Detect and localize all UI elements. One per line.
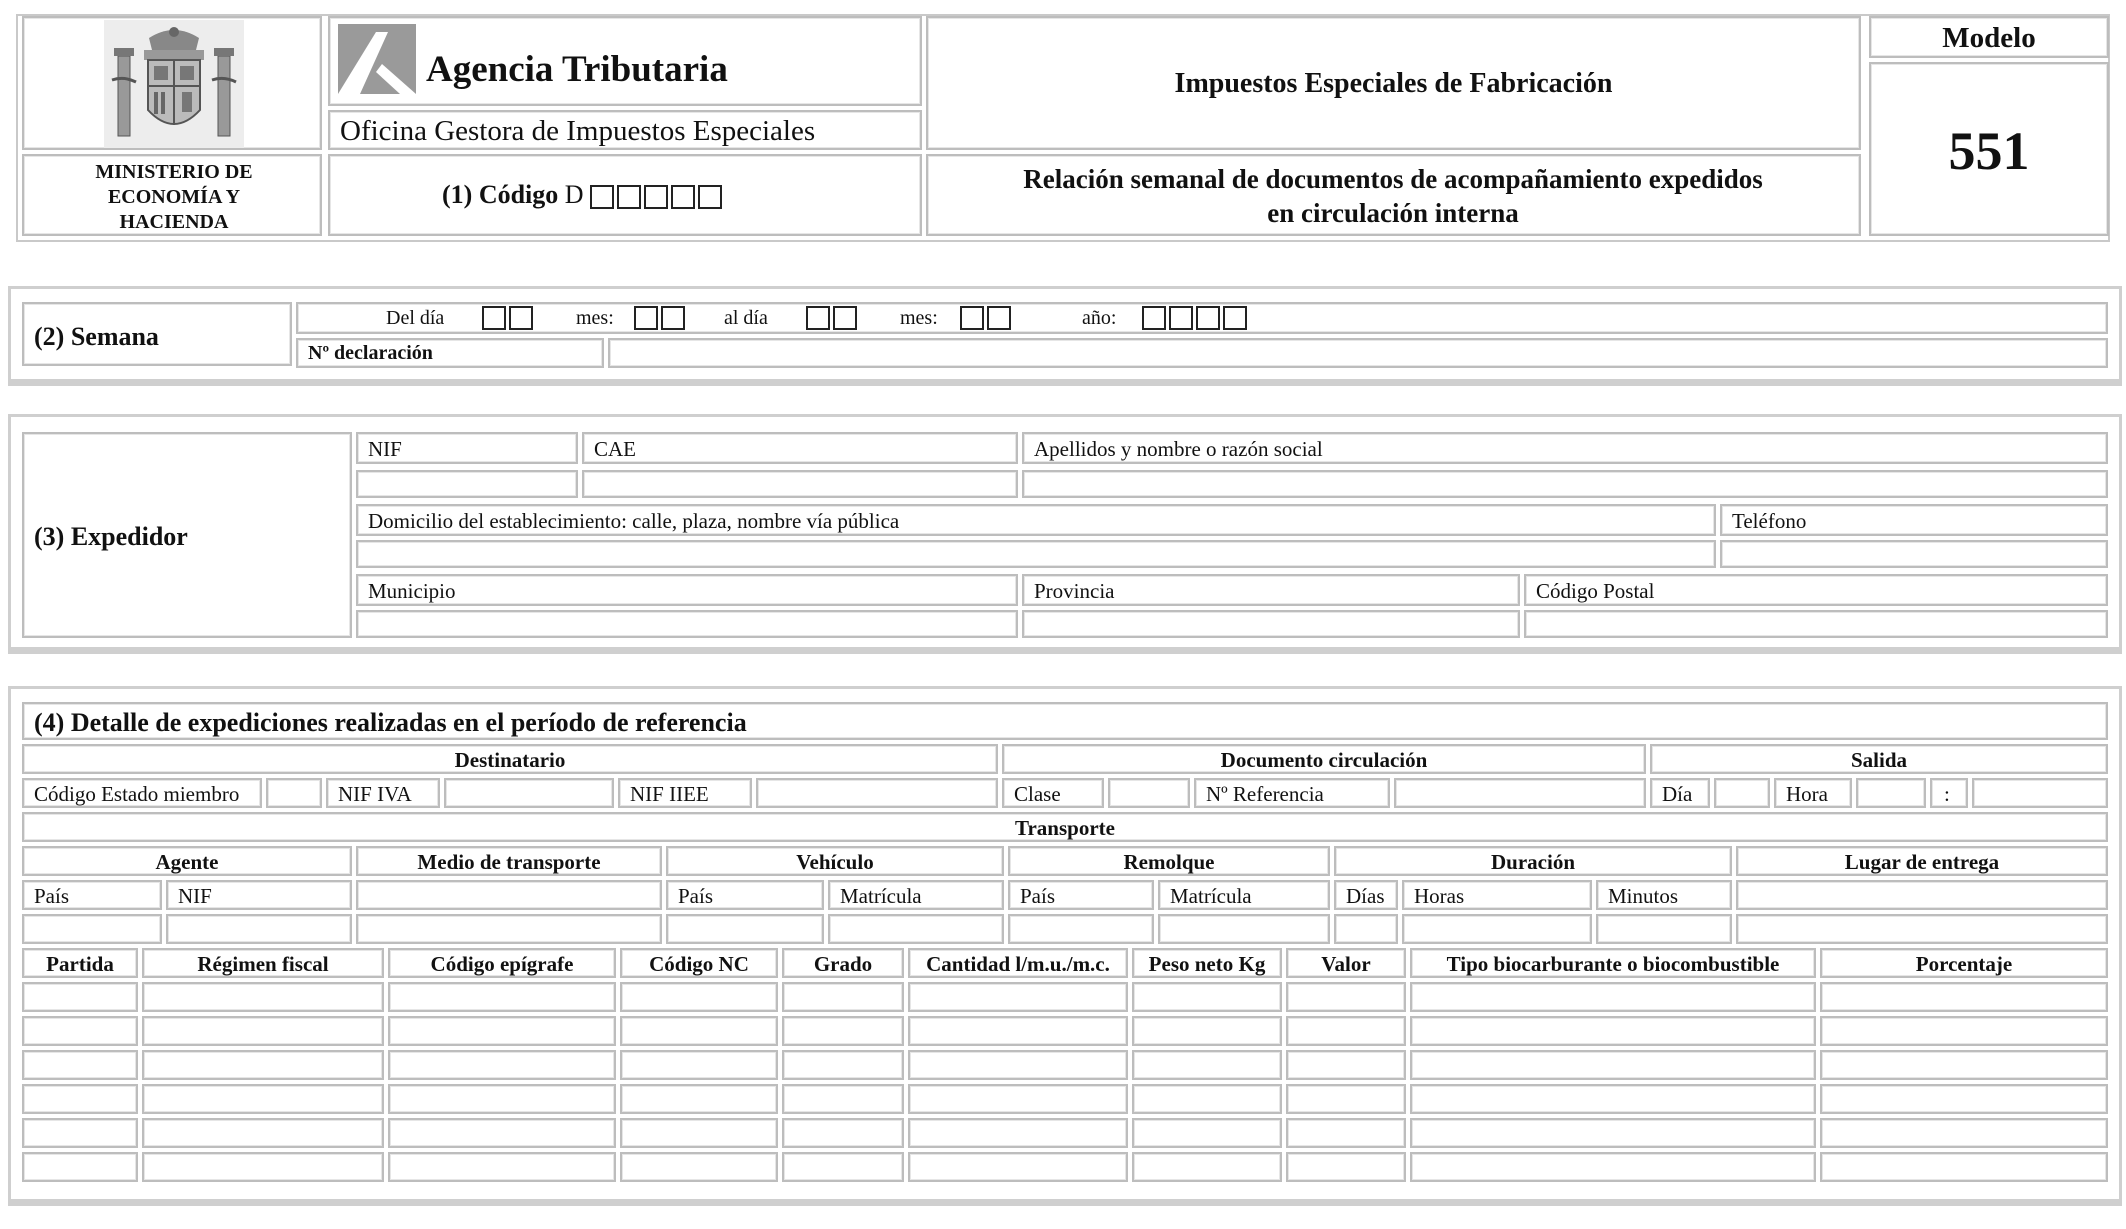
lugar-input[interactable] [1736,914,2108,944]
column-header-peso-neto-kg [1132,948,1282,978]
expedidor-title: (3) Expedidor [34,522,188,551]
table-cell-valor[interactable] [1286,1152,1406,1182]
table-cell-grado[interactable] [782,1118,904,1148]
column-header-grado [782,948,904,978]
lugar-label: Lugar de entrega [1844,850,2000,874]
agente-pais-label: País [34,884,70,908]
table-cell-tipo-biocarburante-o-biocombustible[interactable] [1410,1118,1816,1148]
salida-label: Salida [1850,748,1908,772]
horas-input[interactable] [1402,914,1592,944]
agente-nif-label-box [166,880,352,910]
nif-label: NIF [368,437,402,461]
table-cell-regimen-fiscal[interactable] [142,1118,384,1148]
table-cell-cantidad-l-m-u-m-c[interactable] [908,1050,1128,1080]
destinatario-header [22,744,998,774]
n-declaracion-input[interactable] [608,338,2108,368]
codigo-digit-box[interactable] [698,185,722,209]
colon-label: : [1944,782,1950,806]
table-cell-partida[interactable] [22,1152,138,1182]
transporte-label: Transporte [1015,816,1115,840]
modelo-number: 551 [1948,121,2030,181]
table-cell-cantidad-l-m-u-m-c[interactable] [908,1084,1128,1114]
table-cell-regimen-fiscal[interactable] [142,1084,384,1114]
semana-dates-row [296,302,2108,334]
table-cell-regimen-fiscal[interactable] [142,1016,384,1046]
table-cell-porcentaje[interactable] [1820,982,2108,1012]
horas-label-box [1402,880,1592,910]
table-cell-partida[interactable] [22,1084,138,1114]
nif-iiee-label: NIF IIEE [630,782,709,806]
detalle-title-box [22,702,2108,740]
table-cell-grado[interactable] [782,1016,904,1046]
transporte-header [22,812,2108,842]
remolque-pais-input[interactable] [1008,914,1154,944]
form-title: Relación semanal de documentos de acompañamiento expedidos en circulación interna [1023,164,1763,228]
table-cell-codigo-nc[interactable] [620,1118,778,1148]
dia-label-box [1650,778,1710,808]
provincia-label-box [1022,574,1520,606]
column-header-codigo-nc [620,948,778,978]
municipio-label-box [356,574,1018,606]
modelo-label: Modelo [1942,22,2036,54]
column-header-partida [22,948,138,978]
table-cell-peso-neto-kg[interactable] [1132,982,1282,1012]
table-cell-valor[interactable] [1286,1118,1406,1148]
column-header-label: Código NC [649,952,749,976]
anio-label: año: [1082,307,1117,329]
documento-header [1002,744,1646,774]
office-box [328,110,922,150]
vehiculo-matricula-label-box [828,880,1004,910]
nif-label-box [356,432,578,464]
semana-title-box [22,302,292,366]
minutos-label-box [1596,880,1732,910]
codigo-estado-label-box [22,778,262,808]
vehiculo-pais-label-box [666,880,824,910]
column-header-label: Cantidad l/m.u./m.c. [926,952,1110,976]
medio-label: Medio de transporte [417,850,601,874]
hora-label-box [1774,778,1852,808]
vehiculo-matricula-input[interactable] [828,914,1004,944]
nif-iva-label-box [326,778,440,808]
mes2-input[interactable] [960,306,1014,330]
agente-header [22,846,352,876]
agency-box [328,16,922,106]
cae-label: CAE [594,437,636,461]
table-cell-regimen-fiscal[interactable] [142,1050,384,1080]
column-header-label: Valor [1321,952,1371,976]
table-cell-tipo-biocarburante-o-biocombustible[interactable] [1410,1050,1816,1080]
table-cell-valor[interactable] [1286,982,1406,1012]
vehiculo-pais-input[interactable] [666,914,824,944]
vehiculo-label: Vehículo [796,850,874,874]
table-cell-porcentaje[interactable] [1820,1050,2108,1080]
municipio-label: Municipio [368,579,456,603]
del-dia-label: Del día [386,307,445,329]
agente-pais-input[interactable] [22,914,162,944]
column-header-cantidad-l-m-u-m-c [908,948,1128,978]
dias-label-box [1334,880,1398,910]
expedidor-title-box [22,432,352,638]
duracion-label: Duración [1491,850,1575,874]
agencia-tributaria-logo-icon [338,24,416,94]
mes1-label: mes: [576,307,614,329]
table-cell-valor[interactable] [1286,1084,1406,1114]
hora-input[interactable] [1856,778,1926,808]
column-header-porcentaje [1820,948,2108,978]
dias-input[interactable] [1334,914,1398,944]
dia-label: Día [1662,782,1693,806]
table-cell-valor[interactable] [1286,1016,1406,1046]
column-header-codigo-epigrafe [388,948,616,978]
dias-label: Días [1346,884,1385,908]
del-dia-input[interactable] [482,306,536,330]
telefono-label-box [1720,504,2108,536]
table-cell-peso-neto-kg[interactable] [1132,1050,1282,1080]
column-header-label: Régimen fiscal [197,952,329,976]
table-cell-regimen-fiscal[interactable] [142,1152,384,1182]
codigo-estado-input[interactable] [266,778,322,808]
salida-header [1650,744,2108,774]
vehiculo-header [666,846,1004,876]
clase-label-box [1002,778,1104,808]
remolque-header [1008,846,1330,876]
agente-nif-input[interactable] [166,914,352,944]
agency-name: Agencia Tributaria [426,49,728,90]
n-declaracion-label: Nº declaración [308,342,433,364]
medio-input[interactable] [356,914,662,944]
semana-section [8,286,2122,386]
nif-iva-input[interactable] [444,778,614,808]
table-cell-codigo-epigrafe[interactable] [388,1152,616,1182]
table-cell-partida[interactable] [22,1016,138,1046]
table-cell-cantidad-l-m-u-m-c[interactable] [908,1152,1128,1182]
nif-iva-label: NIF IVA [338,782,412,806]
n-referencia-input[interactable] [1394,778,1646,808]
table-cell-codigo-epigrafe[interactable] [388,1016,616,1046]
semana-title: (2) Semana [34,322,159,351]
table-cell-cantidad-l-m-u-m-c[interactable] [908,982,1128,1012]
nombre-label-box [1022,432,2108,464]
table-cell-partida[interactable] [22,1050,138,1080]
n-declaracion-label-box [296,338,604,368]
colon-box [1930,778,1968,808]
codigo-postal-label: Código Postal [1536,579,1655,603]
table-cell-grado[interactable] [782,1084,904,1114]
nif-input[interactable] [356,470,578,498]
table-cell-tipo-biocarburante-o-biocombustible[interactable] [1410,982,1816,1012]
table-cell-partida[interactable] [22,982,138,1012]
table-cell-partida[interactable] [22,1118,138,1148]
table-cell-codigo-epigrafe[interactable] [388,1118,616,1148]
clase-label: Clase [1014,782,1061,806]
provincia-input[interactable] [1022,610,1520,638]
codigo-digit-box[interactable] [644,185,668,209]
codigo-postal-label-box [1524,574,2108,606]
tax-title-box [926,16,1861,150]
hora-label: Hora [1786,782,1828,806]
table-cell-codigo-nc[interactable] [620,982,778,1012]
lugar-blank-label-box [1736,880,2108,910]
cae-input[interactable] [582,470,1018,498]
domicilio-label: Domicilio del establecimiento: calle, plaza, nombre vía pública [368,509,900,533]
table-cell-tipo-biocarburante-o-biocombustible[interactable] [1410,1084,1816,1114]
dia-input[interactable] [1714,778,1770,808]
table-cell-codigo-nc[interactable] [620,1016,778,1046]
table-cell-peso-neto-kg[interactable] [1132,1152,1282,1182]
provincia-label: Provincia [1034,579,1115,603]
anio-input[interactable] [1142,306,1250,330]
column-header-label: Código epígrafe [430,952,574,976]
table-cell-codigo-nc[interactable] [620,1084,778,1114]
al-dia-input[interactable] [806,306,860,330]
table-cell-codigo-epigrafe[interactable] [388,1050,616,1080]
n-referencia-label-box [1194,778,1390,808]
minuto-input[interactable] [1972,778,2108,808]
minutos-input[interactable] [1596,914,1732,944]
codigo-digit-box[interactable] [671,185,695,209]
remolque-pais-label-box [1008,880,1154,910]
remolque-pais-label: País [1020,884,1056,908]
codigo-postal-input[interactable] [1524,610,2108,638]
column-header-label: Peso neto Kg [1148,952,1266,976]
codigo-prefix: D [564,180,584,209]
codigo-field[interactable] [442,180,725,210]
table-cell-peso-neto-kg[interactable] [1132,1016,1282,1046]
detalle-title: (4) Detalle de expediciones realizadas en el período de referencia [34,708,747,737]
vehiculo-pais-label: País [678,884,714,908]
documento-label: Documento circulación [1220,748,1428,772]
codigo-digit-box[interactable] [617,185,641,209]
table-cell-grado[interactable] [782,1050,904,1080]
telefono-input[interactable] [1720,540,2108,568]
form-title-box [926,154,1861,236]
tax-title: Impuestos Especiales de Fabricación [1174,68,1613,99]
n-referencia-label: Nº Referencia [1206,782,1324,806]
table-cell-codigo-epigrafe[interactable] [388,982,616,1012]
municipio-input[interactable] [356,610,1018,638]
table-cell-porcentaje[interactable] [1820,1152,2108,1182]
duracion-header [1334,846,1732,876]
table-cell-cantidad-l-m-u-m-c[interactable] [908,1118,1128,1148]
nif-iiee-input[interactable] [756,778,998,808]
table-cell-cantidad-l-m-u-m-c[interactable] [908,1016,1128,1046]
table-cell-porcentaje[interactable] [1820,1016,2108,1046]
cae-label-box [582,432,1018,464]
agente-pais-label-box [22,880,162,910]
table-cell-grado[interactable] [782,1152,904,1182]
table-cell-porcentaje[interactable] [1820,1118,2108,1148]
table-cell-peso-neto-kg[interactable] [1132,1084,1282,1114]
al-dia-label: al día [724,307,768,329]
table-cell-peso-neto-kg[interactable] [1132,1118,1282,1148]
codigo-box [328,154,922,236]
column-header-label: Porcentaje [1915,952,2013,976]
column-header-regimen-fiscal [142,948,384,978]
codigo-digit-box[interactable] [590,185,614,209]
destinatario-label: Destinatario [454,748,566,772]
table-cell-regimen-fiscal[interactable] [142,982,384,1012]
column-header-label: Grado [813,952,873,976]
mes1-input[interactable] [634,306,688,330]
table-cell-codigo-nc[interactable] [620,1050,778,1080]
clase-input[interactable] [1108,778,1190,808]
column-header-label: Tipo biocarburante o biocombustible [1446,952,1780,976]
remolque-label: Remolque [1123,850,1215,874]
column-header-valor [1286,948,1406,978]
modelo-label-box [1869,16,2109,58]
vehiculo-matricula-label: Matrícula [840,884,922,908]
horas-label: Horas [1414,884,1465,908]
lugar-header [1736,846,2108,876]
office-name: Oficina Gestora de Impuestos Especiales [340,115,816,147]
coat-of-arms-box [22,16,322,150]
ministry-box [22,154,322,236]
ministry-name: MINISTERIO DE ECONOMÍA Y HACIENDA [95,161,253,233]
coat-of-arms-icon [104,20,244,148]
table-cell-codigo-nc[interactable] [620,1152,778,1182]
column-header-tipo-biocarburante-o-biocombustible [1410,948,1816,978]
nombre-label: Apellidos y nombre o razón social [1034,437,1323,461]
domicilio-label-box [356,504,1716,536]
medio-blank-label-box [356,880,662,910]
remolque-matricula-input[interactable] [1158,914,1330,944]
codigo-label: (1) Código [442,180,559,209]
agente-nif-label: NIF [178,884,212,908]
modelo-number-box [1869,62,2109,236]
medio-header [356,846,662,876]
column-header-label: Partida [46,952,114,976]
table-cell-codigo-epigrafe[interactable] [388,1084,616,1114]
table-cell-porcentaje[interactable] [1820,1084,2108,1114]
remolque-matricula-label-box [1158,880,1330,910]
nombre-input[interactable] [1022,470,2108,498]
table-cell-grado[interactable] [782,982,904,1012]
remolque-matricula-label: Matrícula [1170,884,1252,908]
table-cell-valor[interactable] [1286,1050,1406,1080]
codigo-estado-label: Código Estado miembro [34,782,240,806]
telefono-label: Teléfono [1732,509,1807,533]
minutos-label: Minutos [1608,884,1679,908]
nif-iiee-label-box [618,778,752,808]
table-cell-tipo-biocarburante-o-biocombustible[interactable] [1410,1152,1816,1182]
mes2-label: mes: [900,307,938,329]
agente-label: Agente [155,850,219,874]
table-cell-tipo-biocarburante-o-biocombustible[interactable] [1410,1016,1816,1046]
domicilio-input[interactable] [356,540,1716,568]
